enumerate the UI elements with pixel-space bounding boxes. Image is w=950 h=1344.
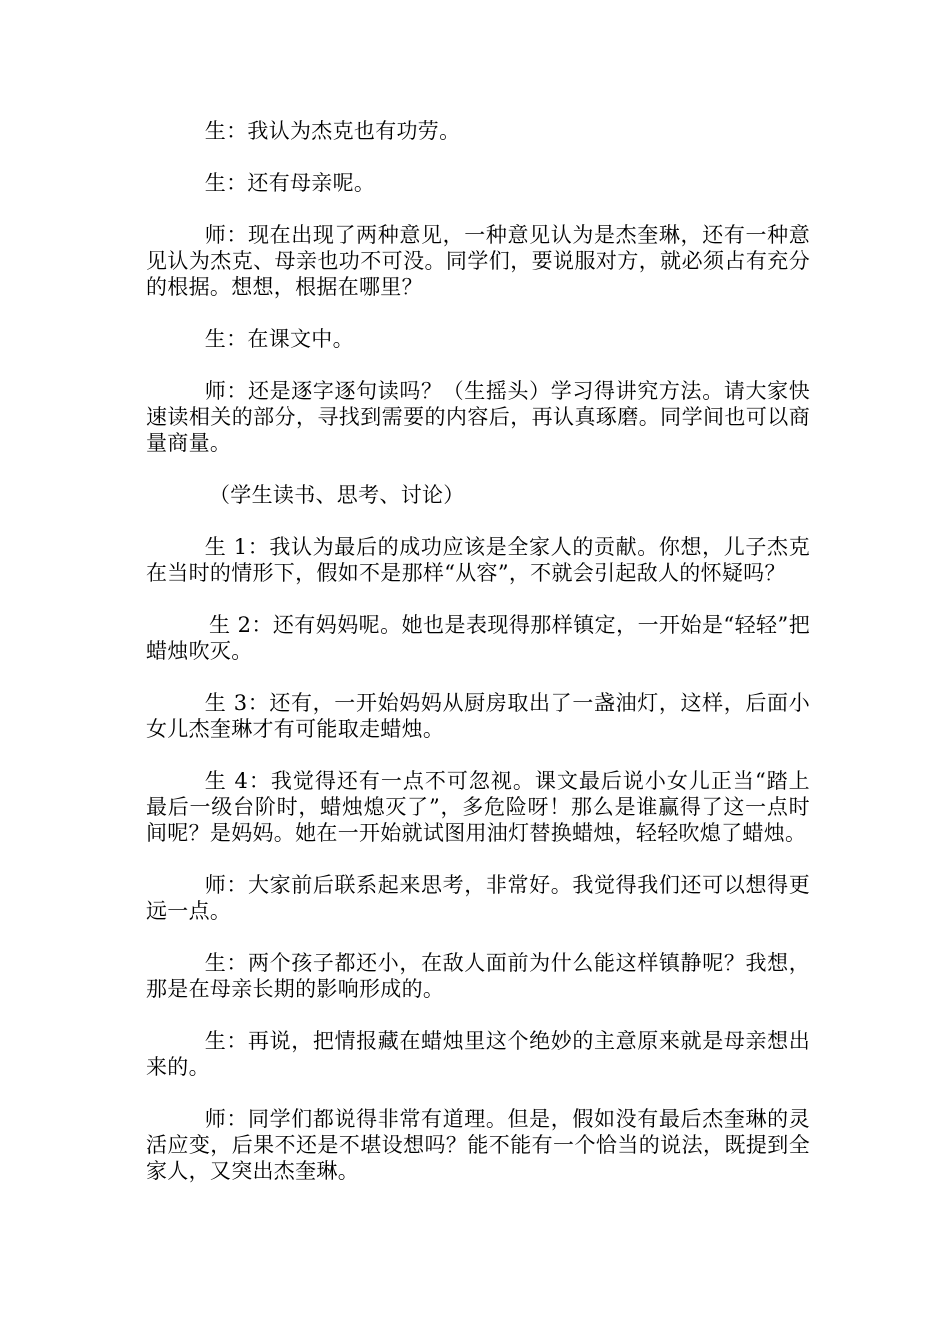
paragraph-3: 师：现在出现了两种意见，一种意见认为是杰奎琳，还有一种意见认为杰克、母亲也功不可没。同学们，要说服对方，就必须占有充分的根据。想想，根据在哪里？ [146,223,810,299]
paragraph-10: 生 4：我觉得还有一点不可忽视。课文最后说小女儿正当“踏上最后一级台阶时，蜡烛熄灭了”，多危险呀！那么是谁赢得了这一点时间呢？是妈妈。她在一开始就试图用油灯替换蜡烛，轻轻吹熄了蜡烛。 [146,769,810,845]
paragraph-13: 生：再说，把情报藏在蜡烛里这个绝妙的主意原来就是母亲想出来的。 [146,1029,810,1079]
paragraph-4: 生：在课文中。 [204,327,354,351]
paragraph-6: （学生读书、思考、讨论） [209,483,465,507]
paragraph-2: 生：还有母亲呢。 [204,171,376,195]
paragraph-7: 生 1：我认为最后的成功应该是全家人的贡献。你想，儿子杰克在当时的情形下，假如不是那样“从容”，不就会引起敌人的怀疑吗？ [146,535,810,585]
paragraph-9: 生 3：还有，一开始妈妈从厨房取出了一盏油灯，这样，后面小女儿杰奎琳才有可能取走蜡烛。 [146,691,810,741]
document-body [146,118,810,1210]
paragraph-1: 生：我认为杰克也有功劳。 [204,119,461,143]
paragraph-8: 生 2：还有妈妈呢。她也是表现得那样镇定，一开始是“轻轻”把蜡烛吹灭。 [146,613,810,663]
paragraph-11: 师：大家前后联系起来思考，非常好。我觉得我们还可以想得更远一点。 [146,873,810,923]
paragraph-14: 师：同学们都说得非常有道理。但是，假如没有最后杰奎琳的灵活应变，后果不还是不堪设想吗？能不能有一个恰当的说法，既提到全家人，又突出杰奎琳。 [146,1107,810,1183]
paragraph-5: 师：还是逐字逐句读吗？（生摇头）学习得讲究方法。请大家快速读相关的部分，寻找到需要的内容后，再认真琢磨。同学间也可以商量商量。 [146,379,810,455]
paragraph-12: 生：两个孩子都还小，在敌人面前为什么能这样镇静呢？我想，那是在母亲长期的影响形成的。 [146,951,810,1001]
